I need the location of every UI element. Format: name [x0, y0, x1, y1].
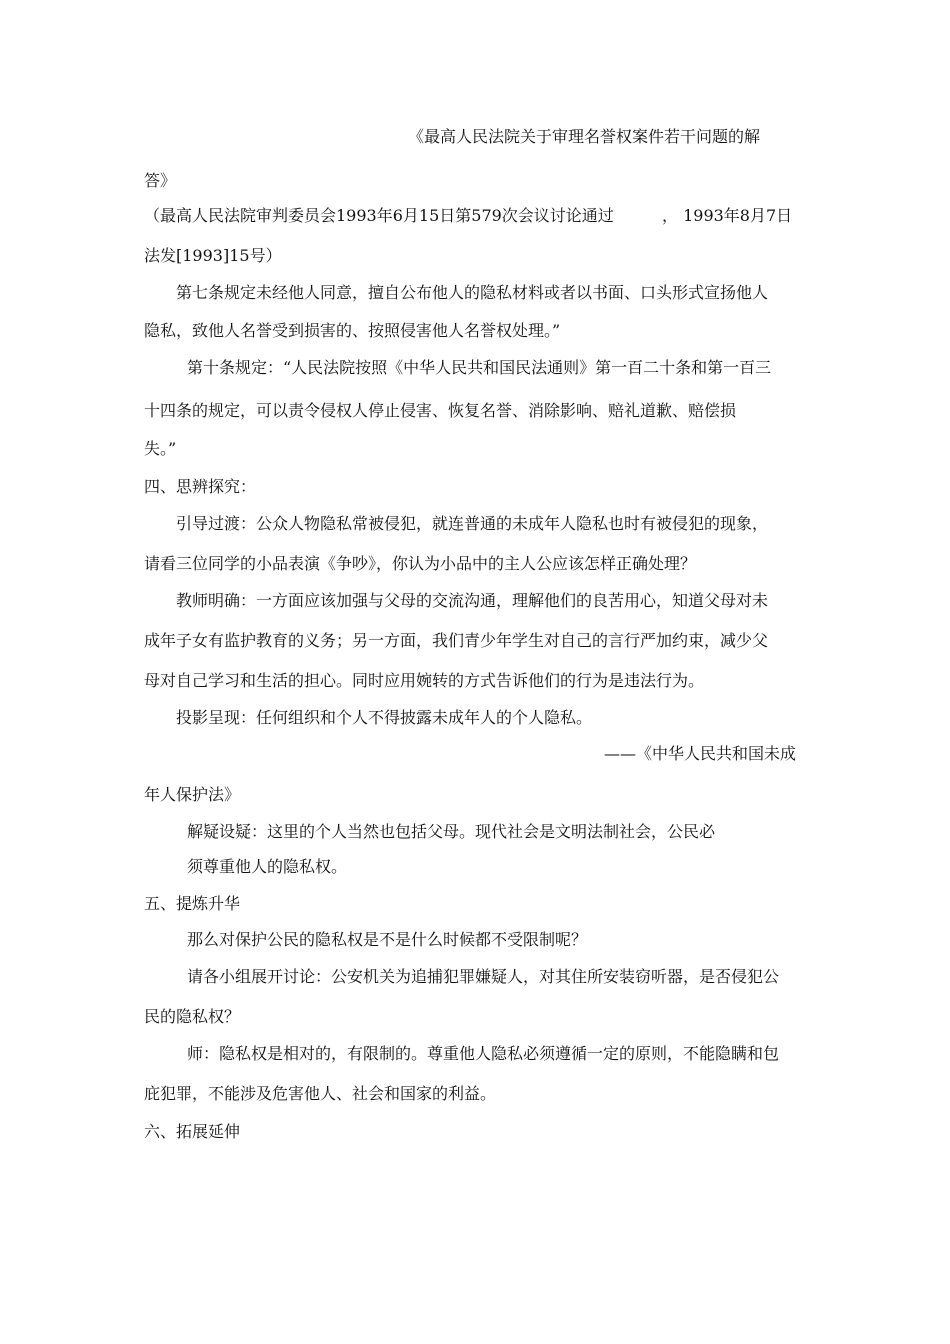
article-10-line-2: 十四条的规定，可以责令侵权人停止侵害、恢复名誉、消除影响、赔礼道歉、赔偿损: [144, 401, 737, 420]
teacher-line-2: 成年子女有监护教育的义务；另一方面，我们青少年学生对自己的言行严加约束，减少父: [144, 631, 769, 650]
article-7-line-1: 第七条规定未经他人同意，擅自公布他人的隐私材料或者以书面、口头形式宣扬他人: [176, 283, 769, 302]
teacher-note-line-2: 庇犯罪，不能涉及危害他人、社会和国家的利益。: [144, 1084, 497, 1103]
citation-line-2: 年人保护法》: [144, 785, 241, 804]
explain-line-1: 解疑设疑：这里的个人当然也包括父母。现代社会是文明法制社会，公民必: [187, 822, 716, 841]
heading-line-2: 答》: [144, 171, 177, 190]
citation-line-1: ——《中华人民共和国未成: [604, 744, 797, 763]
discussion-line-1: 请各小组展开讨论：公安机关为追捕犯罪嫌疑人，对其住所安装窃听器，是否侵犯公: [187, 967, 780, 986]
section-5-heading: 五、提炼升华: [144, 894, 241, 913]
heading-line-1: 《最高人民法院关于审理名誉权案件若干问题的解: [408, 127, 761, 146]
source-line-1b: ， 1993年8月7日: [662, 206, 793, 225]
article-10-line-1: 第十条规定：“人民法院按照《中华人民共和国民法通则》第一百二十条和第一百三: [187, 358, 772, 377]
question-line: 那么对保护公民的隐私权是不是什么时候都不受限制呢？: [187, 930, 588, 949]
teacher-line-1: 教师明确：一方面应该加强与父母的交流沟通，理解他们的良苦用心，知道父母对未: [176, 591, 769, 610]
projection-line: 投影呈现：任何组织和个人不得披露未成年人的个人隐私。: [176, 708, 593, 727]
section-4-heading: 四、思辨探究：: [144, 477, 257, 496]
discussion-line-2: 民的隐私权？: [144, 1007, 241, 1026]
source-line-1: （最高人民法院审判委员会1993年6月15日第579次会议讨论通过: [144, 206, 614, 225]
guide-line-2: 请看三位同学的小品表演《争吵》，你认为小品中的主人公应该怎样正确处理？: [144, 554, 697, 573]
teacher-line-3: 母对自己学习和生活的担心。同时应用婉转的方式告诉他们的行为是违法行为。: [144, 671, 705, 690]
source-line-2: 法发[1993]15号）: [144, 246, 282, 265]
article-7-line-2: 隐私，致他人名誉受到损害的、按照侵害他人名誉权处理。”: [144, 321, 561, 340]
teacher-note-line-1: 师：隐私权是相对的，有限制的。尊重他人隐私必须遵循一定的原则，不能隐瞒和包: [187, 1044, 780, 1063]
article-10-line-3: 失。”: [144, 439, 177, 458]
guide-line-1: 引导过渡：公众人物隐私常被侵犯，就连普通的未成年人隐私也时有被侵犯的现象，: [176, 514, 769, 533]
section-6-heading: 六、拓展延伸: [144, 1122, 241, 1141]
explain-line-2: 须尊重他人的隐私权。: [187, 857, 348, 876]
